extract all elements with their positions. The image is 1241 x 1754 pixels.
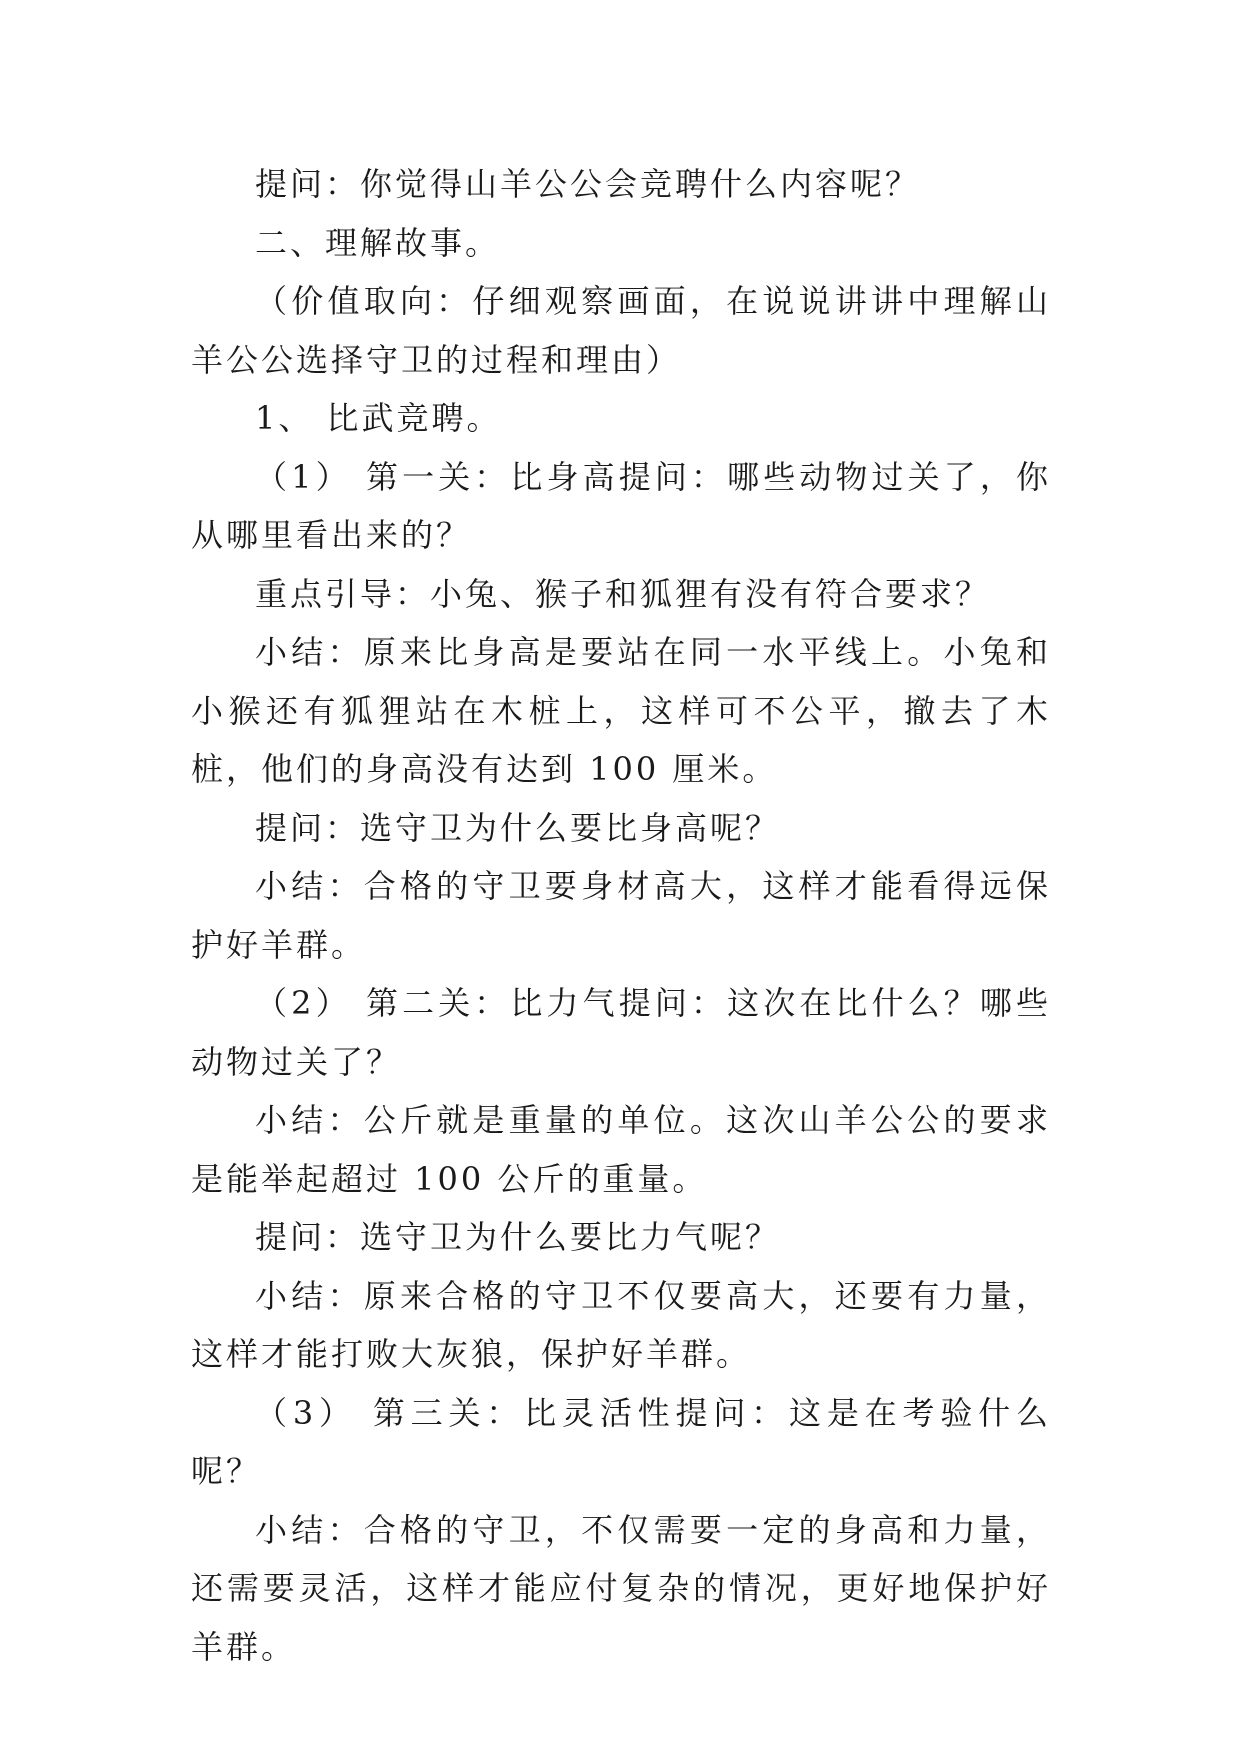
round-three-paragraph: （3） 第三关：比灵活性提问：这是在考验什么呢？ bbox=[191, 1393, 1051, 1490]
section-heading: 二、理解故事。 bbox=[255, 223, 501, 262]
subsection-heading: 1、 比武竞聘。 bbox=[255, 399, 502, 437]
question-paragraph: 提问：选守卫为什么要比身高呢？ bbox=[255, 808, 781, 847]
round-two-paragraph: （2） 第二关：比力气提问：这次在比什么？哪些动物过关了？ bbox=[191, 984, 1051, 1081]
summary-paragraph: 小结：合格的守卫，不仅需要一定的身高和力量，还需要灵活，这样才能应付复杂的情况，更好地保护好羊群。 bbox=[191, 1510, 1051, 1666]
document-page bbox=[191, 155, 1051, 1676]
round-one-paragraph: （1） 第一关：比身高提问：哪些动物过关了，你从哪里看出来的？ bbox=[191, 457, 1051, 554]
summary-paragraph: 小结：原来比身高是要站在同一水平线上。小兔和小猴还有狐狸站在木桩上，这样可不公平，撤去了木桩，他们的身高没有达到 100 厘米。 bbox=[191, 633, 1051, 788]
value-orientation-paragraph: （价值取向：仔细观察画面，在说说讲讲中理解山羊公公选择守卫的过程和理由） bbox=[191, 282, 1051, 379]
guidance-paragraph: 重点引导：小兔、猴子和狐狸有没有符合要求？ bbox=[255, 574, 991, 613]
question-paragraph: 提问：你觉得山羊公公会竞聘什么内容呢？ bbox=[255, 165, 921, 203]
summary-paragraph: 小结：公斤就是重量的单位。这次山羊公公的要求是能举起超过 100 公斤的重量。 bbox=[191, 1101, 1051, 1198]
summary-paragraph: 小结：合格的守卫要身材高大，这样才能看得远保护好羊群。 bbox=[191, 867, 1051, 964]
question-paragraph: 提问：选守卫为什么要比力气呢？ bbox=[255, 1218, 781, 1256]
summary-paragraph: 小结：原来合格的守卫不仅要高大，还要有力量，这样才能打败大灰狼，保护好羊群。 bbox=[191, 1276, 1051, 1373]
